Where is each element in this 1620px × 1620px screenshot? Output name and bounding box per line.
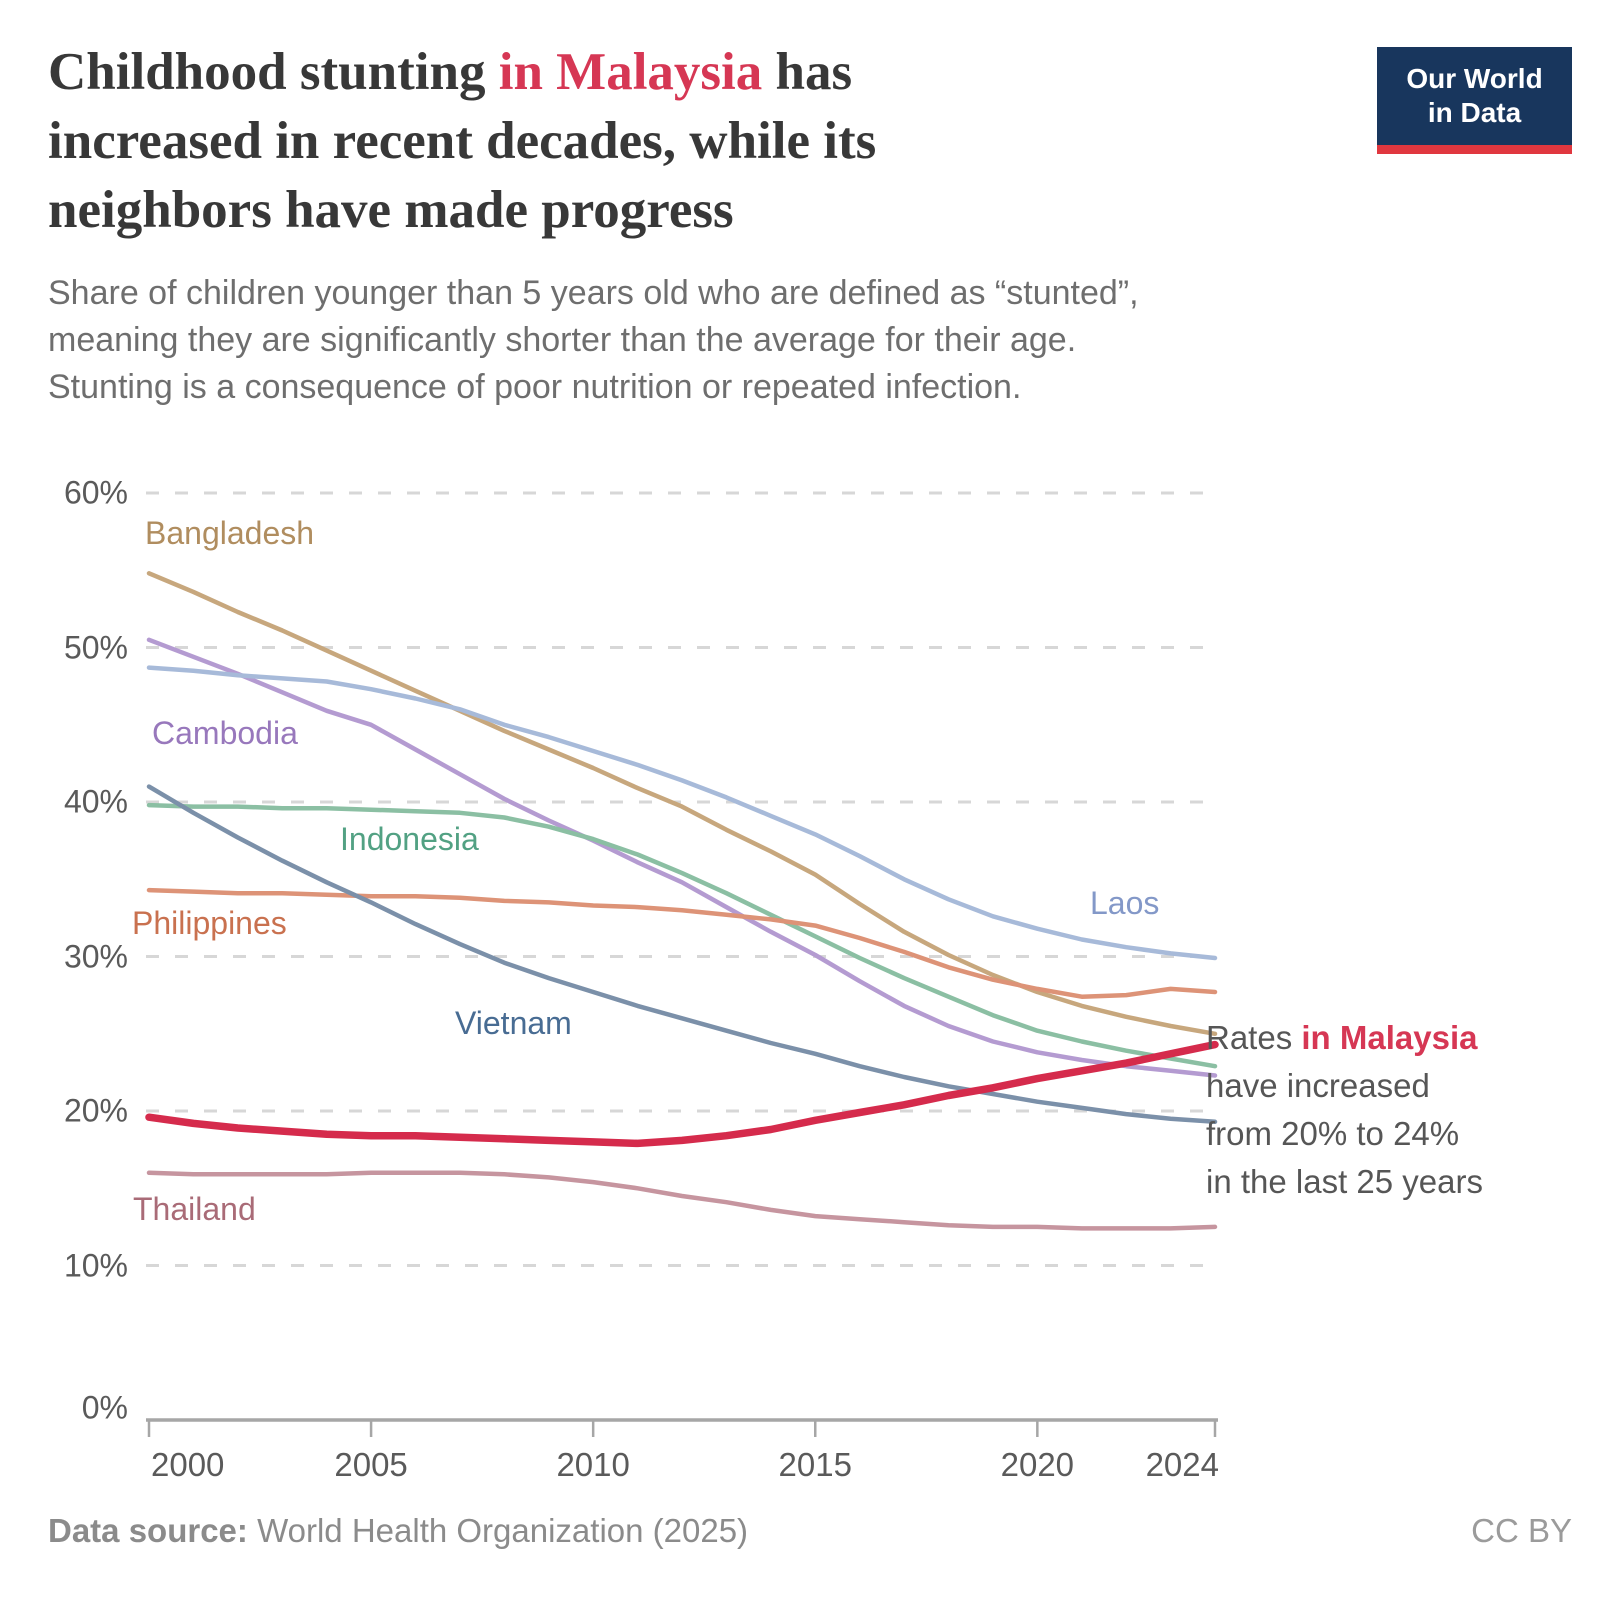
data-source-value: World Health Organization (2025) <box>247 1512 749 1549</box>
x-tick-label-2010: 2010 <box>556 1446 630 1483</box>
series-label-cambodia: Cambodia <box>152 715 298 751</box>
line-cambodia <box>149 640 1215 1076</box>
title-highlight-malaysia: in Malaysia <box>498 43 763 101</box>
y-tick-label-10: 10% <box>63 1247 128 1283</box>
x-tick-label-2020: 2020 <box>1000 1446 1075 1483</box>
y-tick-label-60: 60% <box>63 474 128 511</box>
annotation-line-4: in the last 25 years <box>1206 1163 1483 1200</box>
line-laos <box>149 668 1215 958</box>
owid-logo-line-1: Our World <box>1406 63 1543 94</box>
line-malaysia <box>149 1045 1215 1144</box>
data-source <box>48 1512 748 1550</box>
line-thailand <box>149 1173 1215 1229</box>
license-badge: CC BY <box>1471 1512 1572 1549</box>
line-indonesia <box>149 805 1215 1066</box>
y-tick-label-40: 40% <box>63 783 128 820</box>
owid-logo-line-2: in Data <box>1427 97 1522 128</box>
x-tick-label-2005: 2005 <box>334 1446 408 1483</box>
y-tick-label-50: 50% <box>63 629 128 665</box>
y-tick-label-30: 30% <box>63 938 128 974</box>
annotation-line-3: from 20% to 24% <box>1206 1115 1460 1152</box>
y-tick-label-0: 0% <box>81 1389 128 1426</box>
line-bangladesh <box>149 573 1215 1034</box>
title-line-3: neighbors have made progress <box>48 181 734 239</box>
series-label-indonesia: Indonesia <box>340 821 479 857</box>
annotation-line-2: have increased <box>1206 1067 1430 1104</box>
y-tick-label-20: 20% <box>63 1092 128 1129</box>
title-line-1: Childhood stunting in Malaysia has <box>48 43 853 101</box>
series-label-bangladesh: Bangladesh <box>145 515 315 551</box>
x-tick-label-2000: 2000 <box>151 1446 225 1483</box>
line-vietnam <box>149 787 1215 1122</box>
malaysia-annotation <box>1206 1014 1566 1206</box>
subtitle-line-1: Share of children younger than 5 years old who are defined as “stunted”, <box>48 274 1139 312</box>
series-label-philippines: Philippines <box>132 905 287 941</box>
subtitle-line-3: Stunting is a consequence of poor nutrition or repeated infection. <box>48 368 1022 406</box>
x-tick-label-2015: 2015 <box>778 1446 852 1483</box>
series-label-vietnam: Vietnam <box>455 1005 572 1041</box>
x-tick-label-2024: 2024 <box>1145 1446 1219 1483</box>
series-label-laos: Laos <box>1090 885 1160 921</box>
subtitle-line-2: meaning they are significantly shorter than the average for their age. <box>48 321 1077 359</box>
series-label-thailand: Thailand <box>133 1191 256 1227</box>
annotation-highlight-malaysia: in Malaysia <box>1301 1019 1478 1056</box>
annotation-line-1: Rates in Malaysia <box>1206 1019 1478 1056</box>
title-line-2: increased in recent decades, while its <box>48 112 877 170</box>
data-source-label: Data source: <box>48 1512 248 1549</box>
line-philippines <box>149 890 1215 997</box>
